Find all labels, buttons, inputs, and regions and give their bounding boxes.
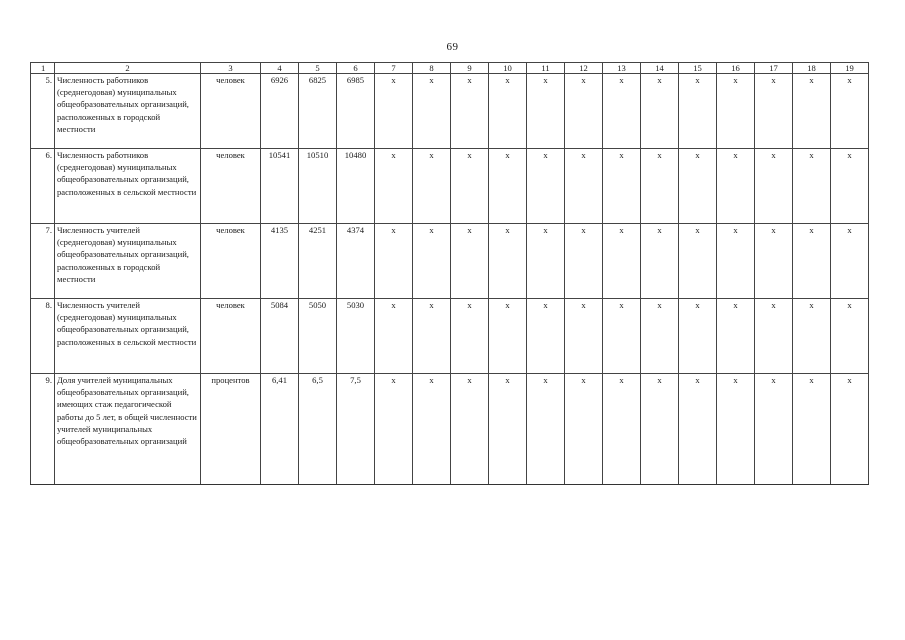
header-cell: 10 (489, 63, 527, 74)
row-number: 7. (31, 224, 55, 299)
x-cell: x (375, 374, 413, 485)
value-col-5: 5050 (299, 299, 337, 374)
indicator-name: Численность работников (среднегодовая) муниципальных общеобразовательных организаций, расположенных в сельской местности (55, 149, 201, 224)
x-cell: x (375, 224, 413, 299)
x-cell: x (489, 149, 527, 224)
value-col-5: 6825 (299, 74, 337, 149)
table-row (31, 74, 869, 149)
x-cell: x (451, 224, 489, 299)
header-cell: 19 (831, 63, 869, 74)
x-cell: x (489, 374, 527, 485)
x-cell: x (793, 149, 831, 224)
x-cell: x (679, 374, 717, 485)
row-number: 5. (31, 74, 55, 149)
row-number: 8. (31, 299, 55, 374)
unit-cell: человек (201, 74, 261, 149)
x-cell: x (527, 374, 565, 485)
row-number: 6. (31, 149, 55, 224)
x-cell: x (755, 149, 793, 224)
header-cell: 8 (413, 63, 451, 74)
x-cell: x (413, 74, 451, 149)
x-cell: x (641, 299, 679, 374)
x-cell: x (527, 299, 565, 374)
header-cell: 7 (375, 63, 413, 74)
x-cell: x (831, 299, 869, 374)
x-cell: x (679, 299, 717, 374)
table-row (31, 224, 869, 299)
header-cell: 14 (641, 63, 679, 74)
header-cell: 2 (55, 63, 201, 74)
header-cell: 5 (299, 63, 337, 74)
value-col-6: 6985 (337, 74, 375, 149)
x-cell: x (603, 374, 641, 485)
table-row (31, 299, 869, 374)
table-row (31, 149, 869, 224)
x-cell: x (413, 374, 451, 485)
x-cell: x (451, 374, 489, 485)
x-cell: x (755, 299, 793, 374)
x-cell: x (603, 224, 641, 299)
unit-cell: процентов (201, 374, 261, 485)
x-cell: x (679, 149, 717, 224)
x-cell: x (793, 299, 831, 374)
x-cell: x (831, 224, 869, 299)
indicators-table (30, 62, 869, 485)
value-col-6: 4374 (337, 224, 375, 299)
header-cell: 1 (31, 63, 55, 74)
x-cell: x (717, 374, 755, 485)
value-col-6: 5030 (337, 299, 375, 374)
table-row (31, 374, 869, 485)
x-cell: x (679, 224, 717, 299)
x-cell: x (717, 299, 755, 374)
x-cell: x (451, 299, 489, 374)
x-cell: x (375, 74, 413, 149)
x-cell: x (603, 74, 641, 149)
x-cell: x (641, 374, 679, 485)
x-cell: x (527, 74, 565, 149)
x-cell: x (451, 149, 489, 224)
x-cell: x (717, 149, 755, 224)
unit-cell: человек (201, 224, 261, 299)
value-col-6: 7,5 (337, 374, 375, 485)
x-cell: x (831, 149, 869, 224)
x-cell: x (527, 224, 565, 299)
header-cell: 12 (565, 63, 603, 74)
x-cell: x (565, 299, 603, 374)
x-cell: x (793, 74, 831, 149)
x-cell: x (755, 224, 793, 299)
x-cell: x (717, 74, 755, 149)
header-cell: 17 (755, 63, 793, 74)
x-cell: x (413, 299, 451, 374)
value-col-4: 5084 (261, 299, 299, 374)
header-cell: 9 (451, 63, 489, 74)
x-cell: x (565, 224, 603, 299)
value-col-4: 10541 (261, 149, 299, 224)
value-col-5: 6,5 (299, 374, 337, 485)
x-cell: x (831, 74, 869, 149)
indicator-name: Численность учителей (среднегодовая) муниципальных общеобразовательных организаций, расположенных в сельской местности (55, 299, 201, 374)
x-cell: x (831, 374, 869, 485)
x-cell: x (755, 374, 793, 485)
x-cell: x (641, 149, 679, 224)
indicator-name: Численность учителей (среднегодовая) муниципальных общеобразовательных организаций, расположенных в городской местности (55, 224, 201, 299)
x-cell: x (565, 74, 603, 149)
x-cell: x (755, 74, 793, 149)
x-cell: x (717, 224, 755, 299)
x-cell: x (527, 149, 565, 224)
header-cell: 15 (679, 63, 717, 74)
x-cell: x (565, 149, 603, 224)
x-cell: x (489, 224, 527, 299)
value-col-4: 4135 (261, 224, 299, 299)
header-cell: 4 (261, 63, 299, 74)
indicator-name: Численность работников (среднегодовая) муниципальных общеобразовательных организаций, расположенных в городской местности (55, 74, 201, 149)
x-cell: x (641, 224, 679, 299)
x-cell: x (489, 299, 527, 374)
x-cell: x (489, 74, 527, 149)
header-row (31, 63, 869, 74)
unit-cell: человек (201, 149, 261, 224)
x-cell: x (603, 299, 641, 374)
x-cell: x (413, 149, 451, 224)
value-col-4: 6926 (261, 74, 299, 149)
header-cell: 11 (527, 63, 565, 74)
x-cell: x (679, 74, 717, 149)
unit-cell: человек (201, 299, 261, 374)
header-cell: 3 (201, 63, 261, 74)
x-cell: x (793, 374, 831, 485)
header-cell: 18 (793, 63, 831, 74)
page-number: 69 (446, 41, 459, 53)
header-cell: 6 (337, 63, 375, 74)
x-cell: x (375, 149, 413, 224)
x-cell: x (451, 74, 489, 149)
header-cell: 13 (603, 63, 641, 74)
x-cell: x (603, 149, 641, 224)
value-col-6: 10480 (337, 149, 375, 224)
x-cell: x (793, 224, 831, 299)
x-cell: x (375, 299, 413, 374)
x-cell: x (565, 374, 603, 485)
value-col-5: 4251 (299, 224, 337, 299)
indicator-name: Доля учителей муниципальных общеобразовательных организаций, имеющих стаж педагогической работы до 5 лет, в общей численности учителей муниципальных общеобразовательных организаций (55, 374, 201, 485)
value-col-4: 6,41 (261, 374, 299, 485)
header-cell: 16 (717, 63, 755, 74)
row-number: 9. (31, 374, 55, 485)
x-cell: x (641, 74, 679, 149)
value-col-5: 10510 (299, 149, 337, 224)
x-cell: x (413, 224, 451, 299)
